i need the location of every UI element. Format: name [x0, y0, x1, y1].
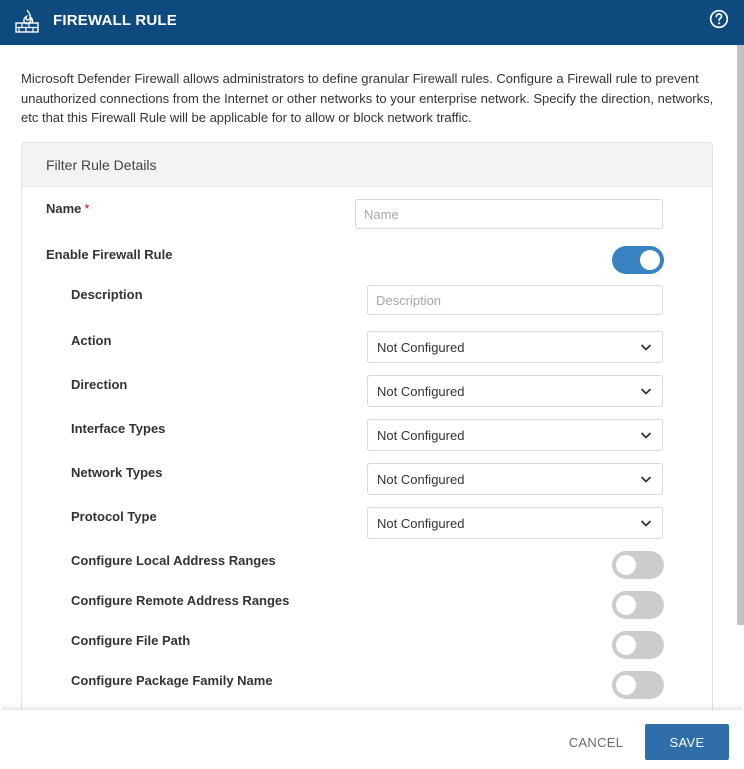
file-path-toggle[interactable]	[612, 631, 664, 659]
protocol-type-select[interactable]	[367, 507, 663, 539]
filter-rule-details-card	[21, 142, 713, 710]
local-address-ranges-label: Configure Local Address Ranges	[71, 553, 276, 568]
direction-select-value: Not Configured	[377, 383, 465, 399]
remote-address-ranges-label: Configure Remote Address Ranges	[71, 593, 290, 608]
card-title: Filter Rule Details	[22, 143, 712, 187]
dialog-body	[0, 45, 744, 710]
name-label-text: Name	[46, 201, 82, 216]
remote-address-ranges-toggle[interactable]	[612, 591, 664, 619]
interface-types-select[interactable]	[367, 419, 663, 451]
toggle-knob	[616, 675, 636, 695]
package-family-name-label: Configure Package Family Name	[71, 673, 273, 688]
name-label	[46, 201, 89, 216]
file-path-label: Configure File Path	[71, 633, 191, 648]
chevron-down-icon	[640, 341, 652, 353]
toggle-knob	[616, 555, 636, 575]
intro-text: Microsoft Defender Firewall allows administrators to define granular Firewall rules. Configure a Firewall rule to prevent unauthorized connections from the Internet or other networks to your enterprise network. Specify the direction, networks, etc that this Firewall Rule will be applicable for to allow or block network traffic.	[21, 71, 714, 125]
scrollbar[interactable]	[737, 45, 744, 625]
toggle-knob	[616, 635, 636, 655]
chevron-down-icon	[640, 385, 652, 397]
network-types-select-value: Not Configured	[377, 471, 465, 487]
dialog-title: FIREWALL RULE	[53, 12, 177, 29]
chevron-down-icon	[640, 517, 652, 529]
network-types-label: Network Types	[71, 465, 163, 480]
required-mark: *	[84, 201, 90, 216]
cancel-button[interactable]: CANCEL	[556, 724, 636, 760]
toggle-knob	[616, 595, 636, 615]
firewall-icon	[14, 8, 40, 34]
help-circle-icon[interactable]	[709, 9, 729, 29]
interface-types-select-value: Not Configured	[377, 427, 465, 443]
network-types-select[interactable]	[367, 463, 663, 495]
chevron-down-icon	[640, 473, 652, 485]
dialog-header	[0, 0, 744, 45]
action-select[interactable]	[367, 331, 663, 363]
direction-select[interactable]	[367, 375, 663, 407]
toggle-knob	[640, 250, 660, 270]
local-address-ranges-toggle[interactable]	[612, 551, 664, 579]
package-family-name-toggle[interactable]	[612, 671, 664, 699]
protocol-type-label: Protocol Type	[71, 509, 157, 524]
save-button[interactable]: SAVE	[645, 724, 729, 760]
action-select-value: Not Configured	[377, 339, 465, 355]
dialog-footer	[0, 710, 744, 769]
direction-label: Direction	[71, 377, 128, 392]
description-input[interactable]	[367, 285, 663, 315]
enable-firewall-rule-toggle[interactable]	[612, 246, 664, 274]
protocol-type-select-value: Not Configured	[377, 515, 465, 531]
action-label: Action	[71, 333, 112, 348]
description-label: Description	[71, 287, 143, 302]
enable-firewall-rule-label: Enable Firewall Rule	[46, 247, 173, 262]
interface-types-label: Interface Types	[71, 421, 166, 436]
name-input[interactable]	[355, 199, 663, 229]
chevron-down-icon	[640, 429, 652, 441]
